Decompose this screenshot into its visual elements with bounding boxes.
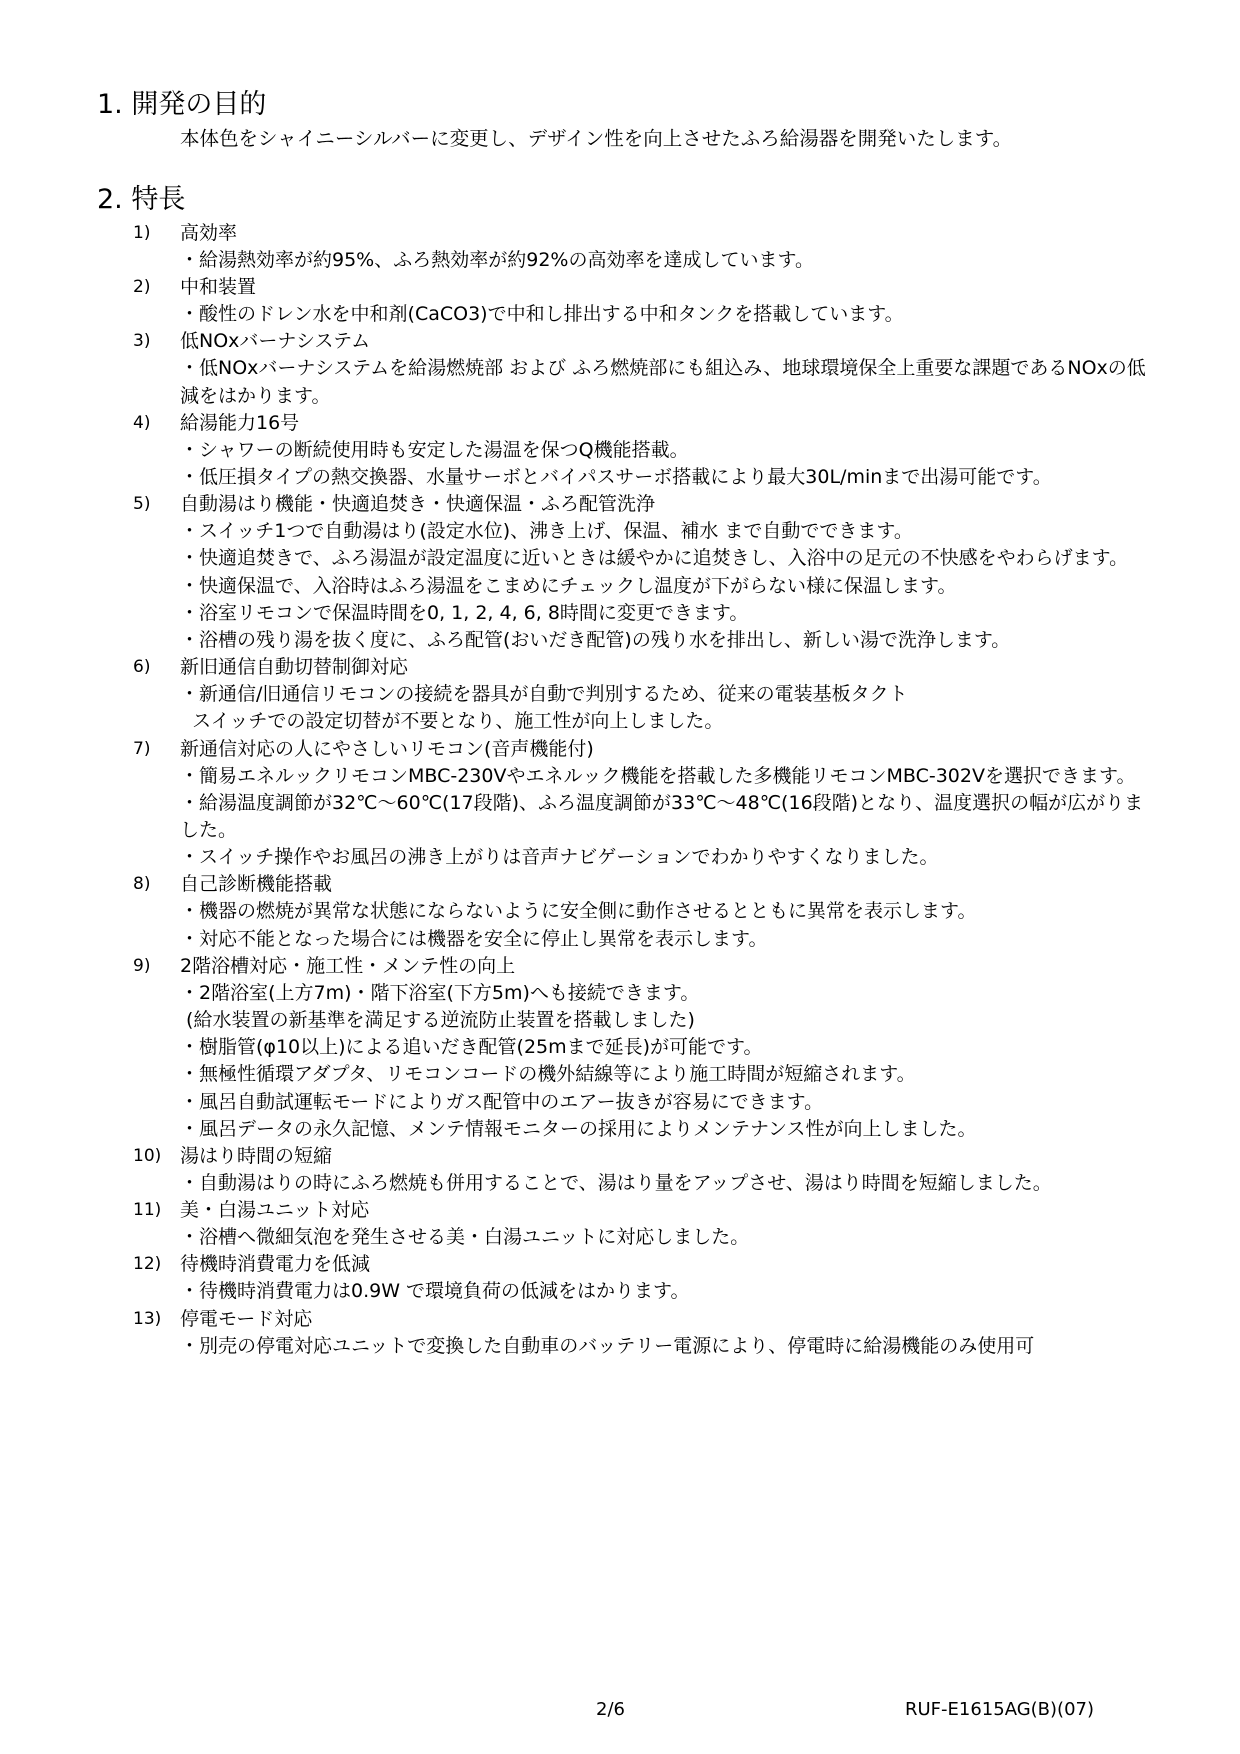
feature-bullet: ・スイッチ1つで自動湯はり(設定水位)、沸き上げ、保温、補水 まで自動でできます。 (180, 520, 913, 543)
feature-bullet: ・機器の燃焼が異常な状態にならないように安全側に動作させるとともに異常を表示します。 (180, 900, 977, 923)
feature-number: 7) (133, 738, 151, 759)
feature-bullet: ・浴槽へ微細気泡を発生させる美・白湯ユニットに対応しました。 (180, 1226, 750, 1249)
feature-number: 9) (133, 955, 151, 976)
page-number: 2/6 (596, 1699, 625, 1720)
feature-title: 停電モード対応 (180, 1307, 313, 1330)
feature-item (0, 274, 1240, 328)
feature-title: 中和装置 (180, 276, 257, 299)
feature-number: 11) (133, 1200, 162, 1221)
document-code: RUF-E1615AG(B)(07) (905, 1699, 1094, 1720)
feature-bullet: ・給湯熱効率が約95%、ふろ熱効率が約92%の高効率を達成しています。 (180, 249, 814, 271)
feature-number: 5) (133, 494, 151, 515)
feature-item (0, 328, 1240, 409)
feature-bullet: ・浴室リモコンで保温時間を0, 1, 2, 4, 6, 8時間に変更できます。 (180, 601, 749, 624)
feature-bullet: ・簡易エネルックリモコンMBC-230Vやエネルック機能を搭載した多機能リモコンMBC-302Vを選択できます。 (180, 764, 1136, 787)
feature-bullet: ・低圧損タイプの熱交換器、水量サーボとバイパスサーボ搭載により最大30L/minまで出湯可能です。 (180, 466, 1052, 489)
feature-bullet: ・給湯温度調節が32℃～60℃(17段階)、ふろ温度調節が33℃～48℃(16段階)となり、温度選択の幅が広がりました。 (180, 791, 1144, 842)
feature-title: 低NOxバーナシステム (180, 330, 371, 353)
feature-number: 2) (133, 277, 151, 298)
feature-item (0, 953, 1240, 1143)
feature-title: 給湯能力16号 (180, 411, 300, 434)
feature-bullet: ・スイッチ操作やお風呂の沸き上がりは音声ナビゲーションでわかりやすくなりました。 (180, 846, 939, 869)
feature-number: 12) (133, 1254, 162, 1275)
feature-title: 自動湯はり機能・快適追焚き・快適保温・ふろ配管洗浄 (180, 493, 656, 516)
feature-bullet: ・風呂データの永久記憶、メンテ情報モニターの採用によりメンテナンス性が向上しました。 (180, 1117, 977, 1140)
feature-bullet: ・対応不能となった場合には機器を安全に停止し異常を表示します。 (180, 927, 768, 950)
feature-number: 1) (133, 223, 151, 243)
feature-bullet: ・風呂自動試運転モードによりガス配管中のエアー抜きが容易にできます。 (180, 1090, 824, 1113)
feature-title: 新通信対応の人にやさしいリモコン(音声機能付) (180, 737, 594, 760)
feature-number: 10) (133, 1146, 162, 1167)
feature-bullet: ・自動湯はりの時にふろ燃焼も併用することで、湯はり量をアップさせ、湯はり時間を短縮しました。 (180, 1172, 1052, 1195)
feature-list (0, 220, 1240, 1360)
feature-title: 湯はり時間の短縮 (180, 1145, 333, 1168)
feature-bullet: スイッチでの設定切替が不要となり、施工性が向上しました。 (180, 710, 724, 733)
feature-bullet: ・浴槽の残り湯を抜く度に、ふろ配管(おいだき配管)の残り水を排出し、新しい湯で洗浄します。 (180, 629, 1011, 652)
feature-bullet: ・酸性のドレン水を中和剤(CaCO3)で中和し排出する中和タンクを搭載しています。 (180, 303, 904, 326)
feature-bullet: ・シャワーの断続使用時も安定した湯温を保つQ機能搭載。 (180, 438, 689, 461)
feature-title: 美・白湯ユニット対応 (180, 1199, 370, 1222)
feature-title: 高効率 (180, 222, 238, 244)
feature-number: 13) (133, 1308, 162, 1329)
feature-item (0, 220, 1240, 274)
feature-number: 8) (133, 874, 151, 895)
feature-item (0, 410, 1240, 491)
feature-item (0, 491, 1240, 654)
feature-bullet: ・待機時消費電力は0.9W で環境負荷の低減をはかります。 (180, 1280, 690, 1303)
purpose-text: 本体色をシャイニーシルバーに変更し、デザイン性を向上させたふろ給湯器を開発いたします。 (180, 127, 1013, 150)
feature-title: 自己診断機能搭載 (180, 873, 333, 896)
feature-title: 待機時消費電力を低減 (180, 1253, 371, 1276)
feature-item (0, 1197, 1240, 1251)
feature-bullet: ・別売の停電対応ユニットで変換した自動車のバッテリー電源により、停電時に給湯機能のみ使用可 (180, 1334, 1035, 1357)
feature-bullet: (給水装置の新基準を満足する逆流防止装置を搭載しました) (180, 1009, 695, 1032)
feature-bullet: ・快適保温で、入浴時はふろ湯温をこまめにチェックし温度が下がらない様に保温します。 (180, 574, 957, 597)
feature-number: 4) (133, 412, 151, 433)
feature-item (0, 871, 1240, 952)
section-title-features: 2. 特長 (97, 184, 186, 215)
feature-item (0, 1306, 1240, 1360)
feature-bullet: ・快適追焚きで、ふろ湯温が設定温度に近いときは緩やかに追焚きし、入浴中の足元の不快感をやわらげます。 (180, 547, 1129, 570)
feature-item (0, 736, 1240, 872)
feature-number: 3) (133, 331, 151, 352)
feature-number: 6) (133, 657, 151, 678)
feature-title: 新旧通信自動切替制御対応 (180, 656, 409, 679)
feature-item (0, 654, 1240, 735)
section-title-purpose: 1. 開発の目的 (97, 89, 267, 120)
feature-title: 2階浴槽対応・施工性・メンテ性の向上 (180, 954, 516, 977)
feature-bullet: ・2階浴室(上方7m)・階下浴室(下方5m)へも接続できます。 (180, 981, 700, 1004)
feature-bullet: ・低NOxバーナシステムを給湯燃焼部 および ふろ燃焼部にも組込み、地球環境保全上重要な課題であるNOxの低減をはかります。 (180, 357, 1146, 407)
feature-item (0, 1251, 1240, 1305)
feature-bullet: ・新通信/旧通信リモコンの接続を器具が自動で判別するため、従来の電装基板タクト (180, 683, 908, 706)
feature-bullet: ・無極性循環アダプタ、リモコンコードの機外結線等により施工時間が短縮されます。 (180, 1063, 916, 1086)
feature-item (0, 1143, 1240, 1197)
feature-bullet: ・樹脂管(φ10以上)による追いだき配管(25mまで延長)が可能です。 (180, 1036, 763, 1059)
